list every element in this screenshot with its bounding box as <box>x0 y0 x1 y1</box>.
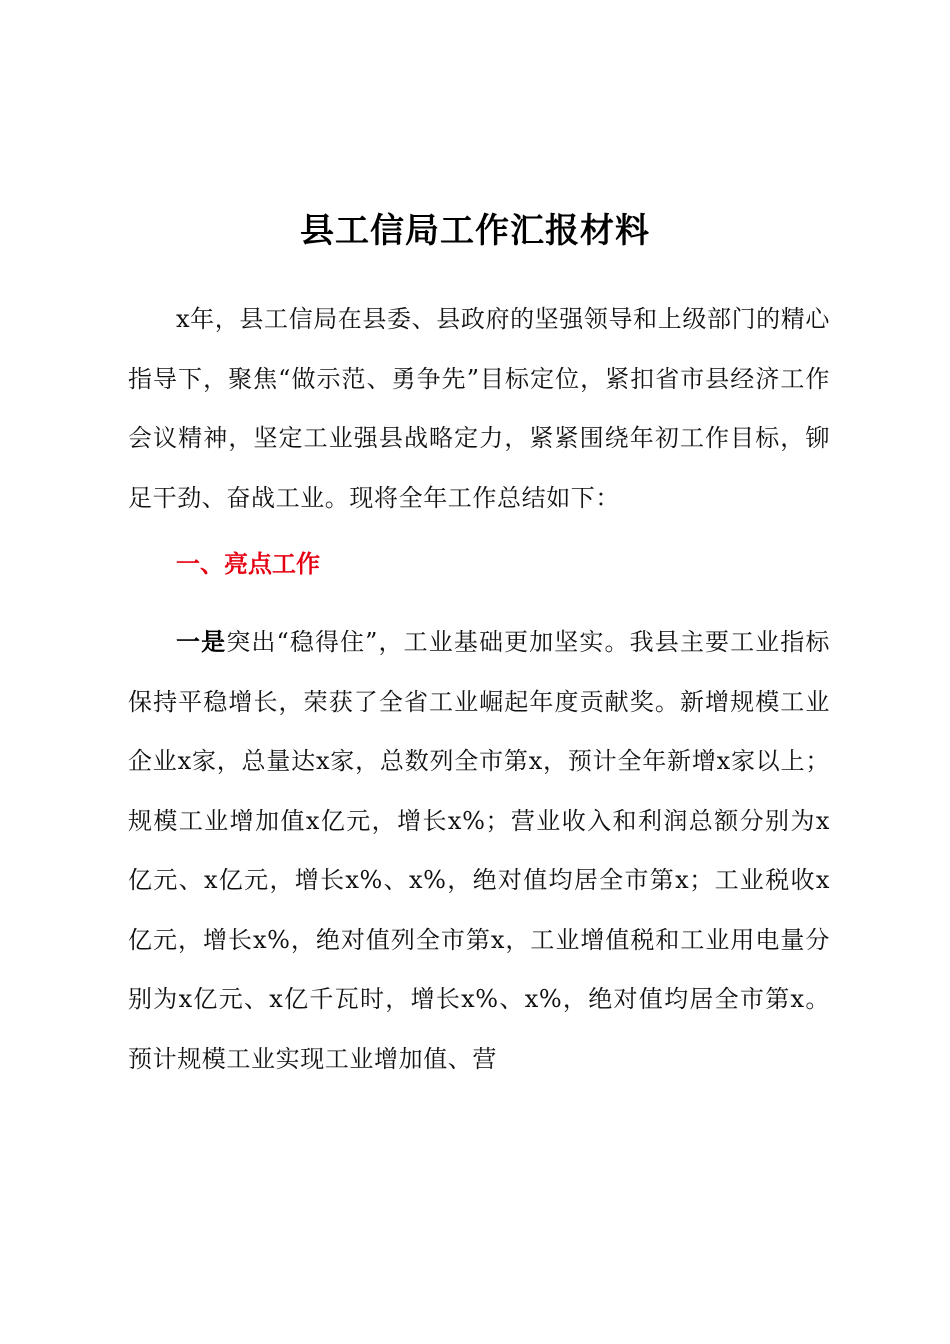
section-heading: 一、亮点工作 <box>176 550 320 578</box>
point-one-text: 突出“稳得住”，工业基础更加坚实。我县主要工业指标保持平稳增长，荣获了全省工业崛起年度贡献奖。新增规模工业企业x家，总量达x家，总数列全市第x，预计全年新增x家以上；规模工业增加值x亿元，增长x%；营业收入和利润总额分别为x亿元、x亿元，增长x%、x%，绝对值均居全市第x；工业税收x亿元，增长x%，绝对值列全市第x，工业增值税和工业用电量分别为x亿元、x亿千瓦时，增长x%、x%，绝对值均居全市第x。预计规模工业实现工业增加值、营 <box>128 628 831 1073</box>
document-title: 县工信局工作汇报材料 <box>300 211 650 251</box>
intro-paragraph: x年，县工信局在县委、县政府的坚强领导和上级部门的精心指导下，聚焦“做示范、勇争先”目标定位，紧扣省市县经济工作会议精神，坚定工业强县战略定力，紧紧围绕年初工作目标，铆足干劲、奋战工业。现将全年工作总结如下： <box>128 305 830 512</box>
point-one-lead: 一是 <box>176 627 227 656</box>
point-one-paragraph <box>128 612 830 1089</box>
